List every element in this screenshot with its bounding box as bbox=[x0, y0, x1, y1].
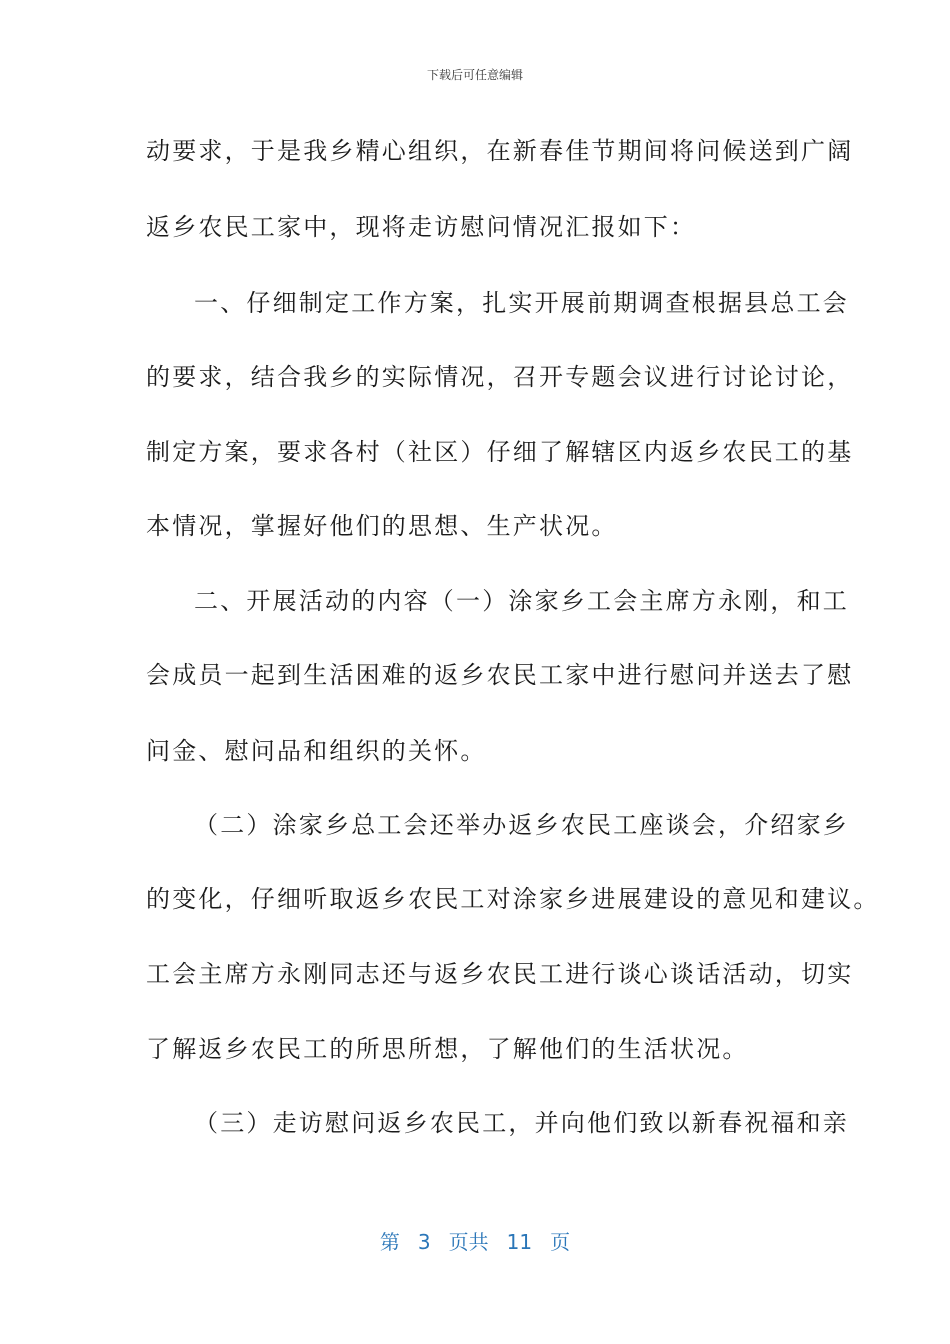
current-page-number: 3 bbox=[417, 1230, 431, 1254]
text-line: 问金、慰问品和组织的关怀。 bbox=[146, 737, 487, 765]
text-line: 动要求，于是我乡精心组织，在新春佳节期间将问候送到广阔 bbox=[146, 137, 854, 165]
page-footer bbox=[0, 1226, 950, 1255]
header-note: 下载后可任意编辑 bbox=[426, 68, 523, 82]
total-pages-number: 11 bbox=[506, 1230, 533, 1254]
paragraph-line: （三）走访慰问返乡农民工，并向他们致以新春祝福和亲 bbox=[194, 1109, 849, 1137]
paragraph-line: 一、仔细制定工作方案，扎实开展前期调查根据县总工会 bbox=[194, 289, 849, 317]
paragraph-line: 二、开展活动的内容（一）涂家乡工会主席方永刚，和工 bbox=[194, 587, 849, 615]
text-line: 了解返乡农民工的所思所想，了解他们的生活状况。 bbox=[146, 1035, 749, 1063]
text-line: 的变化，仔细听取返乡农民工对涂家乡进展建设的意见和建议。 bbox=[146, 885, 880, 913]
text-line: 返乡农民工家中，现将走访慰问情况汇报如下： bbox=[146, 213, 697, 241]
footer-middle: 页共 bbox=[448, 1230, 489, 1254]
text-line: 的要求，结合我乡的实际情况，召开专题会议进行讨论讨论， bbox=[146, 363, 854, 391]
text-line: 制定方案，要求各村（社区）仔细了解辖区内返乡农民工的基 bbox=[146, 438, 854, 466]
text-line: 会成员一起到生活困难的返乡农民工家中进行慰问并送去了慰 bbox=[146, 661, 854, 689]
paragraph-line: （二）涂家乡总工会还举办返乡农民工座谈会，介绍家乡 bbox=[194, 811, 849, 839]
text-line: 工会主席方永刚同志还与返乡农民工进行谈心谈话活动，切实 bbox=[146, 960, 854, 988]
footer-suffix: 页 bbox=[550, 1230, 571, 1254]
footer-prefix: 第 bbox=[379, 1230, 400, 1254]
text-line: 本情况，掌握好他们的思想、生产状况。 bbox=[146, 512, 618, 540]
